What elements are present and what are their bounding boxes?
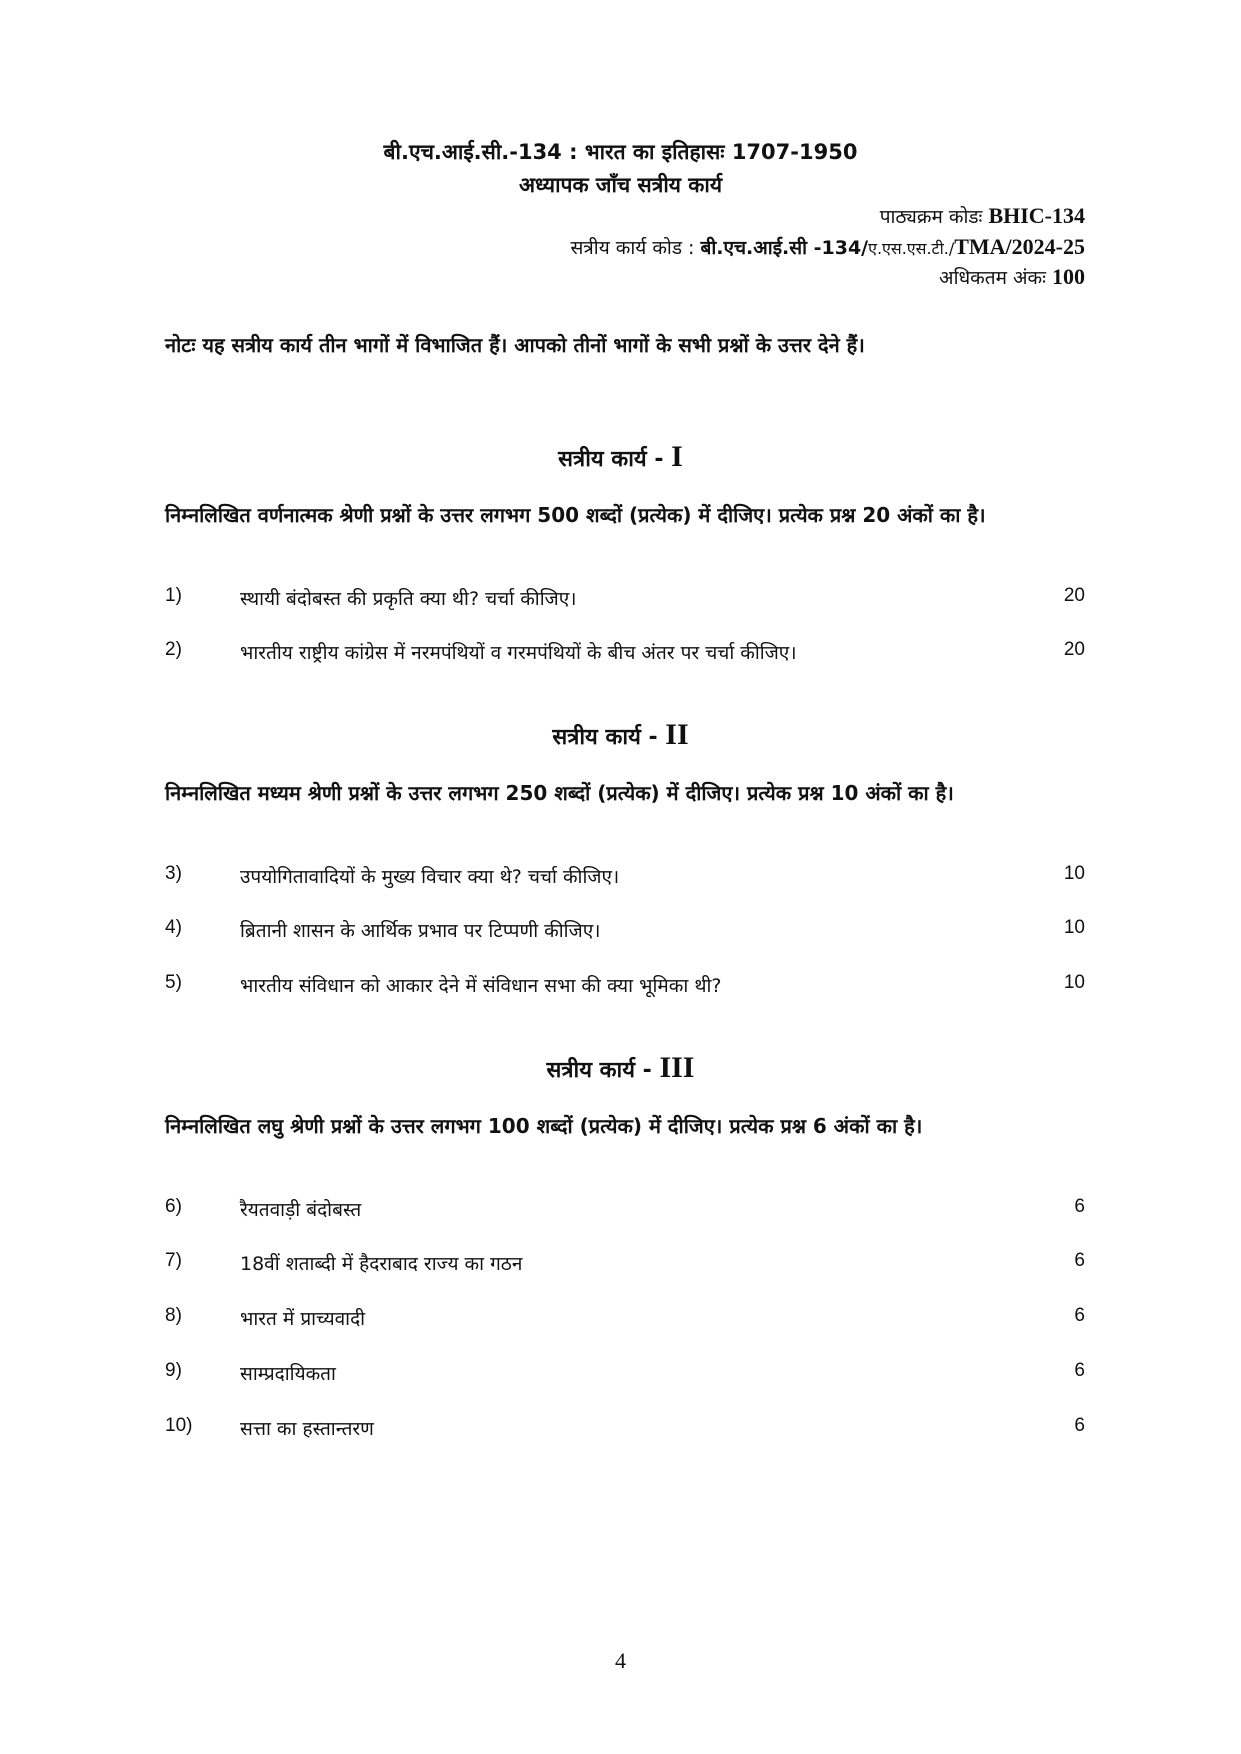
question-number: 1) — [165, 585, 182, 606]
question-text: साम्प्रदायिकता — [240, 1363, 336, 1385]
section-roman-numeral: II — [665, 718, 689, 751]
question-number: 7) — [165, 1250, 182, 1271]
question-number: 3) — [165, 863, 182, 884]
question-number: 10) — [165, 1415, 193, 1436]
page-number: 4 — [615, 1648, 626, 1673]
section-heading-2 — [0, 718, 1241, 752]
question-text: उपयोगितावादियों के मुख्य विचार क्या थे? चर्चा कीजिए। — [240, 866, 620, 888]
section-2-instruction: निम्नलिखित मध्यम श्रेणी प्रश्नों के उत्तर लगभग 250 शब्दों (प्रत्येक) में दीजिए। प्रत्येक प्रश्न 10 अंकों का है। — [165, 781, 954, 805]
question-number: 4) — [165, 917, 182, 938]
assignment-code-mid: ए.एस.एस.टी./ — [868, 239, 955, 258]
section-roman-numeral: III — [659, 1051, 695, 1084]
question-marks: 20 — [1063, 585, 1085, 606]
section-heading-1 — [0, 440, 1241, 474]
section-heading-3 — [0, 1051, 1241, 1085]
section-1-instruction: निम्नलिखित वर्णनात्मक श्रेणी प्रश्नों के उत्तर लगभग 500 शब्दों (प्रत्येक) में दीजिए। प्रत्येक प्रश्न 20 अंकों का है। — [165, 503, 986, 527]
question-row — [165, 1360, 1085, 1390]
assignment-code-label: सत्रीय कार्य कोड : — [570, 237, 695, 259]
question-marks: 10 — [1063, 972, 1085, 993]
question-marks: 6 — [1074, 1250, 1085, 1271]
question-row — [165, 639, 1085, 669]
question-number: 8) — [165, 1305, 182, 1326]
section-3-instruction: निम्नलिखित लघु श्रेणी प्रश्नों के उत्तर लगभग 100 शब्दों (प्रत्येक) में दीजिए। प्रत्येक प्रश्न 6 अंकों का है। — [165, 1114, 923, 1138]
question-row — [165, 1415, 1085, 1445]
section-heading-text: सत्रीय कार्य - — [552, 725, 658, 750]
question-marks: 6 — [1074, 1305, 1085, 1326]
question-row — [165, 585, 1085, 615]
course-code-line — [880, 203, 1085, 229]
question-text: भारत में प्राच्यवादी — [240, 1308, 366, 1330]
question-marks: 6 — [1074, 1415, 1085, 1436]
max-marks-line — [939, 264, 1085, 290]
course-code-value: BHIC-134 — [988, 203, 1085, 228]
question-marks: 20 — [1063, 639, 1085, 660]
question-row — [165, 917, 1085, 947]
question-row — [165, 972, 1085, 1002]
question-marks: 10 — [1063, 917, 1085, 938]
note-paragraph: नोटः यह सत्रीय कार्य तीन भागों में विभाजित हैं। आपको तीनों भागों के सभी प्रश्नों के उत्तर देने हैं। — [165, 333, 865, 357]
question-text: रैयतवाड़ी बंदोबस्त — [240, 1199, 362, 1221]
question-number: 2) — [165, 639, 182, 660]
question-number: 5) — [165, 972, 182, 993]
document-subtitle: अध्यापक जाँच सत्रीय कार्य — [518, 173, 723, 197]
assignment-code-line — [570, 234, 1085, 260]
question-text: सत्ता का हस्तान्तरण — [240, 1418, 374, 1440]
question-marks: 6 — [1074, 1360, 1085, 1381]
section-heading-text: सत्रीय कार्य - — [546, 1058, 652, 1083]
max-marks-value: 100 — [1052, 264, 1085, 289]
question-row — [165, 1305, 1085, 1335]
max-marks-label: अधिकतम अंकः — [939, 267, 1046, 289]
document-title: बी.एच.आई.सी.-134 : भारत का इतिहासः 1707-1950 — [383, 140, 858, 164]
question-row — [165, 1250, 1085, 1280]
assignment-code-prefix: बी.एच.आई.सी -134/ — [700, 237, 869, 259]
course-code-label: पाठ्यक्रम कोडः — [879, 206, 983, 228]
question-text: स्थायी बंदोबस्त की प्रकृति क्या थी? चर्चा कीजिए। — [240, 588, 577, 610]
question-text: भारतीय संविधान को आकार देने में संविधान सभा की क्या भूमिका थी? — [240, 975, 722, 997]
question-marks: 6 — [1074, 1196, 1085, 1217]
question-text: भारतीय राष्ट्रीय कांग्रेस में नरमपंथियों व गरमपंथियों के बीच अंतर पर चर्चा कीजिए। — [240, 642, 797, 664]
question-text: ब्रितानी शासन के आर्थिक प्रभाव पर टिप्पणी कीजिए। — [240, 920, 601, 942]
question-row — [165, 863, 1085, 893]
assignment-code-suffix: TMA/2024-25 — [954, 234, 1085, 259]
question-row — [165, 1196, 1085, 1226]
question-text: 18वीं शताब्दी में हैदराबाद राज्य का गठन — [240, 1253, 523, 1275]
section-heading-text: सत्रीय कार्य - — [558, 447, 664, 472]
section-roman-numeral: I — [671, 440, 683, 473]
question-number: 6) — [165, 1196, 182, 1217]
question-number: 9) — [165, 1360, 182, 1381]
question-marks: 10 — [1063, 863, 1085, 884]
